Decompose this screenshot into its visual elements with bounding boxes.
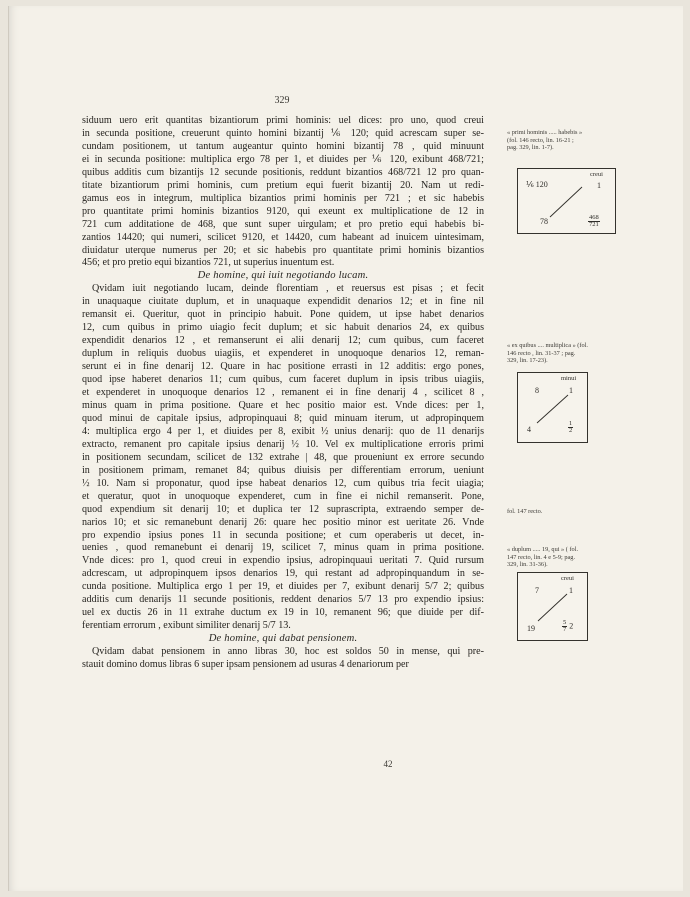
diagram-1-bottom-left: 78 [540,217,548,226]
section-heading-1: De homine, qui iuit negotiando lucam. [197,270,369,282]
diagram-2-bottom-right [568,421,573,434]
diagram-3-top-left: 7 [535,586,539,595]
text-line: Qvidam iuit negotiando lucam, deinde florentiam , et reuersus est pisas ; et fecit [92,283,484,295]
diagram-2-bottom-left: 4 [527,425,531,434]
main-text [82,115,484,672]
text-line: 456; et pro pretio equi bizantios 721, ut superius inuentum est. [82,257,335,269]
text-line: remansit ei. Queritur, quot in principio habuit. Pone quidem, ut ipse habet denarios [82,309,484,321]
note-line: pag. 329, lin. 1-7). [507,144,554,152]
text-line: duplum in reliquis duobus uiagiis, et expenderet in unoquoque denarios 12, reman- [82,348,484,360]
diagram-3-whole: 2 [569,621,574,631]
text-line: 4: multiplica ergo 4 per 1, et diuides per 8, exibit ½ unius denarij: quo de 11 denarijs [82,425,484,437]
text-line: in positionem primam, remanet 84; quibus diuisis per differentiam errorum, ueniunt [82,464,484,476]
text-line: 12, cum quibus in primo uiagio fecit duplum; et sic habuit denarios 24, ex quibus [82,322,484,334]
text-line: quod ipse haberet denarios 11; cum quibus, cum faceret duplum in ipsis tribus uiagiis, [82,374,484,386]
diagram-3-denominator: 7 [563,626,567,633]
diagram-3-numerator: 5 [563,619,567,626]
text-line: ei in secunda positione: multiplica ergo 78 per 1, et diuides per ⅙ 120, exibunt 468/721; [82,153,484,165]
text-line: pro expendio ipsius pones 11 in secunda positione; et cum operaberis ut decet, in- [82,529,484,541]
text-line: adcrescam, ut adpropinquem ipsos denarios 19, qui restant ad adpropinquandum in se- [82,568,484,580]
diagram-3-bottom-right [562,620,573,633]
diagram-3-bottom-left: 19 [527,624,535,633]
diagram-1 [517,168,616,234]
diagram-1-diagonal [518,169,615,233]
page-number: 329 [274,95,290,106]
diagram-1-bottom-right [588,215,600,228]
text-line: Vnde dices: pro 1, quod creui in expendio ipsius, adropinquaui ueritati 7. Quid rursum [82,555,484,567]
text-line: zantios 14420; qui numeri, scilicet 9120, et 14420, cum habeant ad inuicem uintesimam, [82,231,484,243]
note-line: « primi hominis ..... habebis » [507,129,583,136]
margin-note-1 [507,129,627,152]
note-line: 329, lin. 17-23). [507,357,548,365]
diagram-2-top-left: 8 [535,386,539,395]
text-line: in secunda positione, creuerunt quinto homini bizantij ⅙ 120; quid acrescam super se- [82,127,484,139]
note-line: (fol. 146 recto, lin. 16-21 ; [507,136,574,144]
text-line: et queratur, quot in unoquoque expenderet, cum in fine ei nichil remanserit. Pone, [82,490,484,502]
margin-note-4 [507,546,627,569]
text-line: additis cum denarijs 11 secunde positionis, reddent denarios 5/7 13 pro expendio ipsius: [82,594,484,606]
paragraph-1 [82,115,484,270]
margin-note-2 [507,342,627,365]
diagram-2-label: minui [561,375,577,382]
note-line: 147 recto, lin. 4 e 5-9; pag. [507,553,576,561]
diagram-1-denominator: 721 [589,221,599,228]
margin-note-3 [507,508,627,516]
diagram-1-top-right: 1 [597,181,601,190]
text-line: gamus eos in integrum, multiplica bizantios primi hominis per 721 ; et sic habebis [82,192,484,204]
diagram-2-denominator: 2 [569,427,573,434]
text-line: serunt ei in fine denarij 12. Quare in hac positione errasti in 12 additis: ergo pones, [82,361,484,373]
section-heading-2: De homine, qui dabat pensionem. [208,633,358,645]
text-line: uel ex ductis 26 in 11 extrahe ductum ex 19 in 10, remanent 96; que diuide per dif- [82,607,484,619]
diagram-1-numerator: 468 [589,214,599,221]
note-line: « duplum ..... 19, qui » ( fol. [507,546,579,553]
text-line: minus quam in prima positione. Quare et hec positio maior est. Vnde dices: per 1, [82,399,484,411]
text-line: uenies , quod remanebunt ei denarij 19, scilicet 7, minus quam in prima positione. [82,542,484,554]
text-line: 721 cum additatione de 468, que sunt super uirgulam; et pro pretio equi habebis bi- [82,218,484,230]
text-line: quod minui de capitale ipsius, adpropinquaui 8; quid minuam iterum, ut adpropinquem [82,412,484,424]
text-line: siduum uero erit quantitas bizantiorum primi hominis: uel dices: pro uno, quod creui [82,115,484,126]
text-line: cunda positione. Multiplica ergo 1 per 19, et diuides per 7, exibunt denarij 5/7 2; quibus [82,581,484,593]
diagram-3 [517,572,588,641]
text-line: stauit domino domus libras 6 super ipsam pensionem ad usuras 4 denariorum per [82,659,409,671]
book-page [8,6,683,891]
text-line: quibus additis cum bizantijs 12 secunde positionis, reddunt bizantios 468/721 12 pro quan- [82,166,484,178]
signature-mark: 42 [383,759,393,769]
text-line: et expenderet in unoquoque denarios 12 , remanent ei in fine denarij 4 , scilicet 8 , [82,387,484,399]
text-line: ferentiam errorum , exibunt similiter denarij 5/7 13. [82,620,291,632]
text-line: ½ 10. Nam si proponatur, quod ipse habeat denarios 12, cum quibus tria fecit uiagia; [82,477,484,489]
paragraph-2 [82,283,484,633]
text-line: Qvidam dabat pensionem in anno libras 30, hoc est soldos 50 in mense, qui pre- [92,646,484,658]
text-line: narios 10; et sic remanebunt denarij 26: quare hec positio minor est ueritate 26. Vnde [82,516,484,528]
text-line: pro quantitate primi hominis bizantios 9120, qui exeunt ex multiplicatione de 12 in [82,205,484,217]
diagram-1-label: creui [590,171,603,178]
diagram-2-numerator: 1 [569,420,573,427]
diagram-2-top-right: 1 [569,386,573,395]
note-line: 146 recto , lin. 31-37 ; pag. [507,349,576,357]
text-line: diuidatur uterque numerus per 20; et sic habebis pro quantitate primi hominis bizantios [82,244,484,256]
diagram-2 [517,372,588,443]
diagram-3-top-right: 1 [569,586,573,595]
text-line: in positionem secundam, scilicet de 132 extrahe | 48, que proueniunt ex errore secundo [82,451,484,463]
text-line: in unaquaque ciuitate duplum, et in unaquaque expendidit denarios 12; et in fine nil [82,296,484,308]
note-line: fol. 147 recto. [507,508,543,515]
paragraph-3 [82,646,484,672]
text-line: expendidit denarios 12 , et remanserunt ei alii denarij 12; cum quibus, cum faceret [82,335,484,347]
diagram-1-top-left: ⅙ 120 [526,180,548,189]
text-line: titate bizantiorum primi hominis, cum pretium equi fuerit bizantij 20. Nam ut redi- [82,179,484,191]
note-line: « ex quibus .... multiplica » (fol. [507,342,588,349]
text-line: quod expendium sit denarij 10; et duplica ter 12 suprascripta, extraendo semper de- [82,503,484,515]
text-line: cundam positionem, ut tantum augeantur quinto homini bizantij 78 , quid minuunt [82,140,484,152]
text-line: extracto, remanent pro capitale ipsius denarij ½ 10. Vel ex multiplicatione erroris primi [82,438,484,450]
diagram-3-label: creui [561,575,574,582]
note-line: 329, lin. 31-36). [507,561,548,569]
